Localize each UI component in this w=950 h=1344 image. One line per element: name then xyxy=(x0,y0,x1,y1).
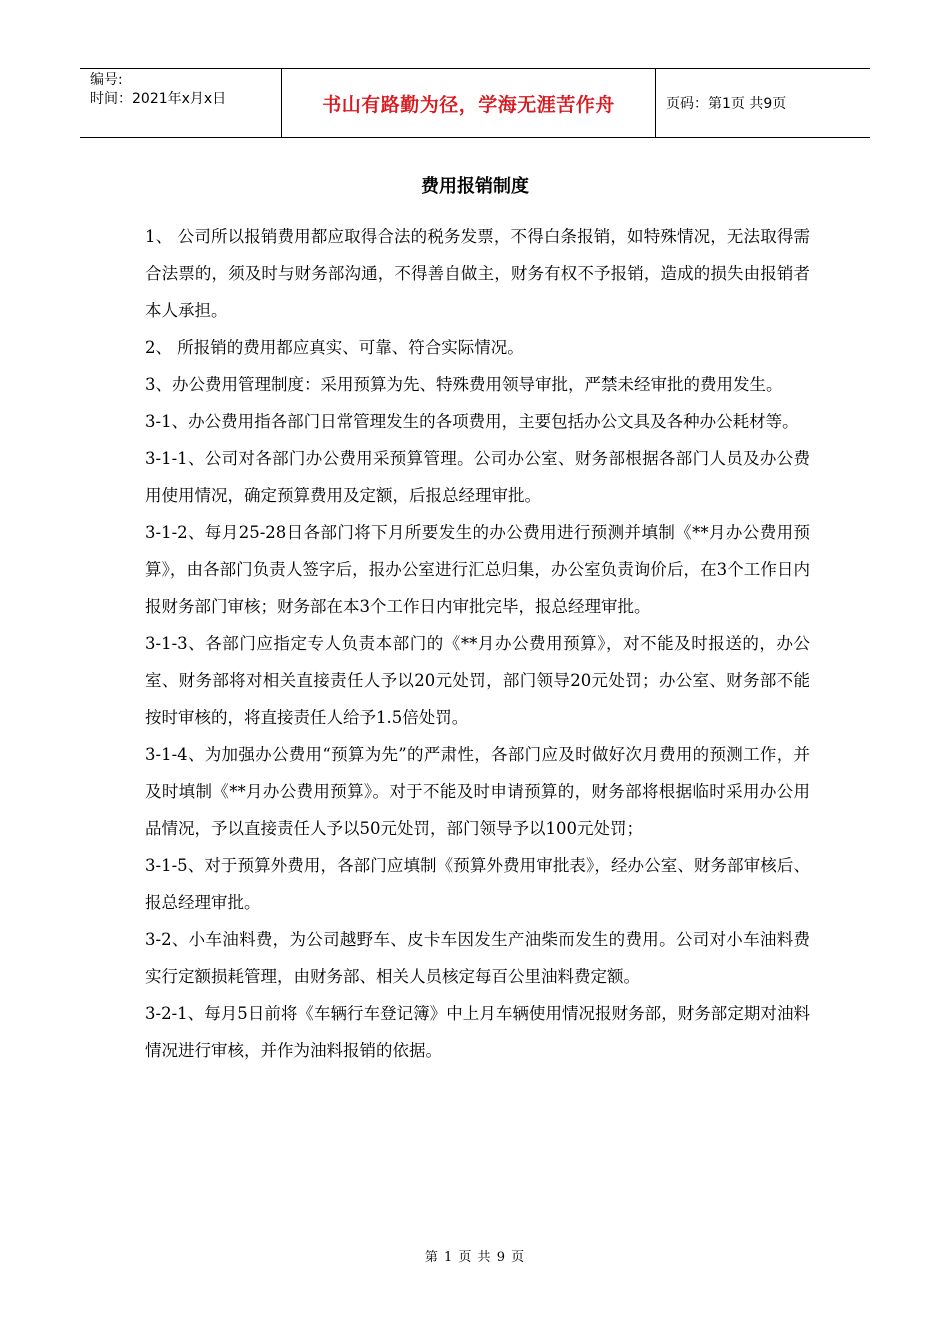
paragraph-1: 1、 公司所以报销费用都应取得合法的税务发票，不得白条报销，如特殊情况，无法取得需合法票的，须及时与财务部沟通，不得善自做主，财务有权不予报销，造成的损失由报销者本人承担。 xyxy=(145,227,810,320)
paragraph-3-1-4: 3-1-4、为加强办公费用“预算为先”的严肃性，各部门应及时做好次月费用的预测工作，并及时填制《**月办公费用预算》。对于不能及时申请预算的，财务部将根据临时采用办公用品情况，予以直接责任人予以50元处罚，部门领导予以100元处罚； xyxy=(145,745,810,838)
paragraph-3-2: 3-2、小车油料费，为公司越野车、皮卡车因发生产油柴而发生的费用。公司对小车油料费实行定额损耗管理，由财务部、相关人员核定每百公里油料费定额。 xyxy=(145,930,810,986)
document-number-label: 编号: xyxy=(90,72,123,88)
page-footer: 第 1 页 共 9 页 xyxy=(424,1250,526,1265)
paragraph-3-1-3: 3-1-3、各部门应指定专人负责本部门的《**月办公费用预算》，对不能及时报送的，办公室、财务部将对相关直接责任人予以20元处罚，部门领导20元处罚；办公室、财务部不能按时审核的，将直接责任人给予1.5倍处罚。 xyxy=(145,634,810,727)
header-meta-cell xyxy=(80,69,282,137)
paragraph-3-2-1: 3-2-1、每月5日前将《车辆行车登记簿》中上月车辆使用情况报财务部，财务部定期对油料情况进行审核，并作为油料报销的依据。 xyxy=(145,1004,810,1060)
document-title: 费用报销制度 xyxy=(421,176,529,197)
page-header xyxy=(80,68,870,138)
paragraph-3-1: 3-1、办公费用指各部门日常管理发生的各项费用，主要包括办公文具及各种办公耗材等。 xyxy=(145,412,799,431)
paragraph-3-1-5: 3-1-5、对于预算外费用，各部门应填制《预算外费用审批表》，经办公室、财务部审核后、报总经理审批。 xyxy=(145,856,810,912)
document-body xyxy=(145,218,810,1069)
header-motto: 书山有路勤为径，学海无涯苦作舟 xyxy=(282,69,656,137)
paragraph-3-1-2: 3-1-2、每月25-28日各部门将下月所要发生的办公费用进行预测并填制《**月办公费用预算》，由各部门负责人签字后，报办公室进行汇总归集，办公室负责询价后，在3个工作日内报财务部门审核；财务部在本3个工作日内审批完毕，报总经理审批。 xyxy=(145,523,810,616)
paragraph-3: 3、办公费用管理制度：采用预算为先、特殊费用领导审批，严禁未经审批的费用发生。 xyxy=(145,375,783,394)
document-date-label: 时间：2021年x月x日 xyxy=(90,91,227,107)
header-page-label: 页码：第1页 共9页 xyxy=(666,96,787,112)
paragraph-2: 2、 所报销的费用都应真实、可靠、符合实际情况。 xyxy=(145,338,524,357)
paragraph-3-1-1: 3-1-1、公司对各部门办公费用采预算管理。公司办公室、财务部根据各部门人员及办公费用使用情况，确定预算费用及定额，后报总经理审批。 xyxy=(145,449,810,505)
